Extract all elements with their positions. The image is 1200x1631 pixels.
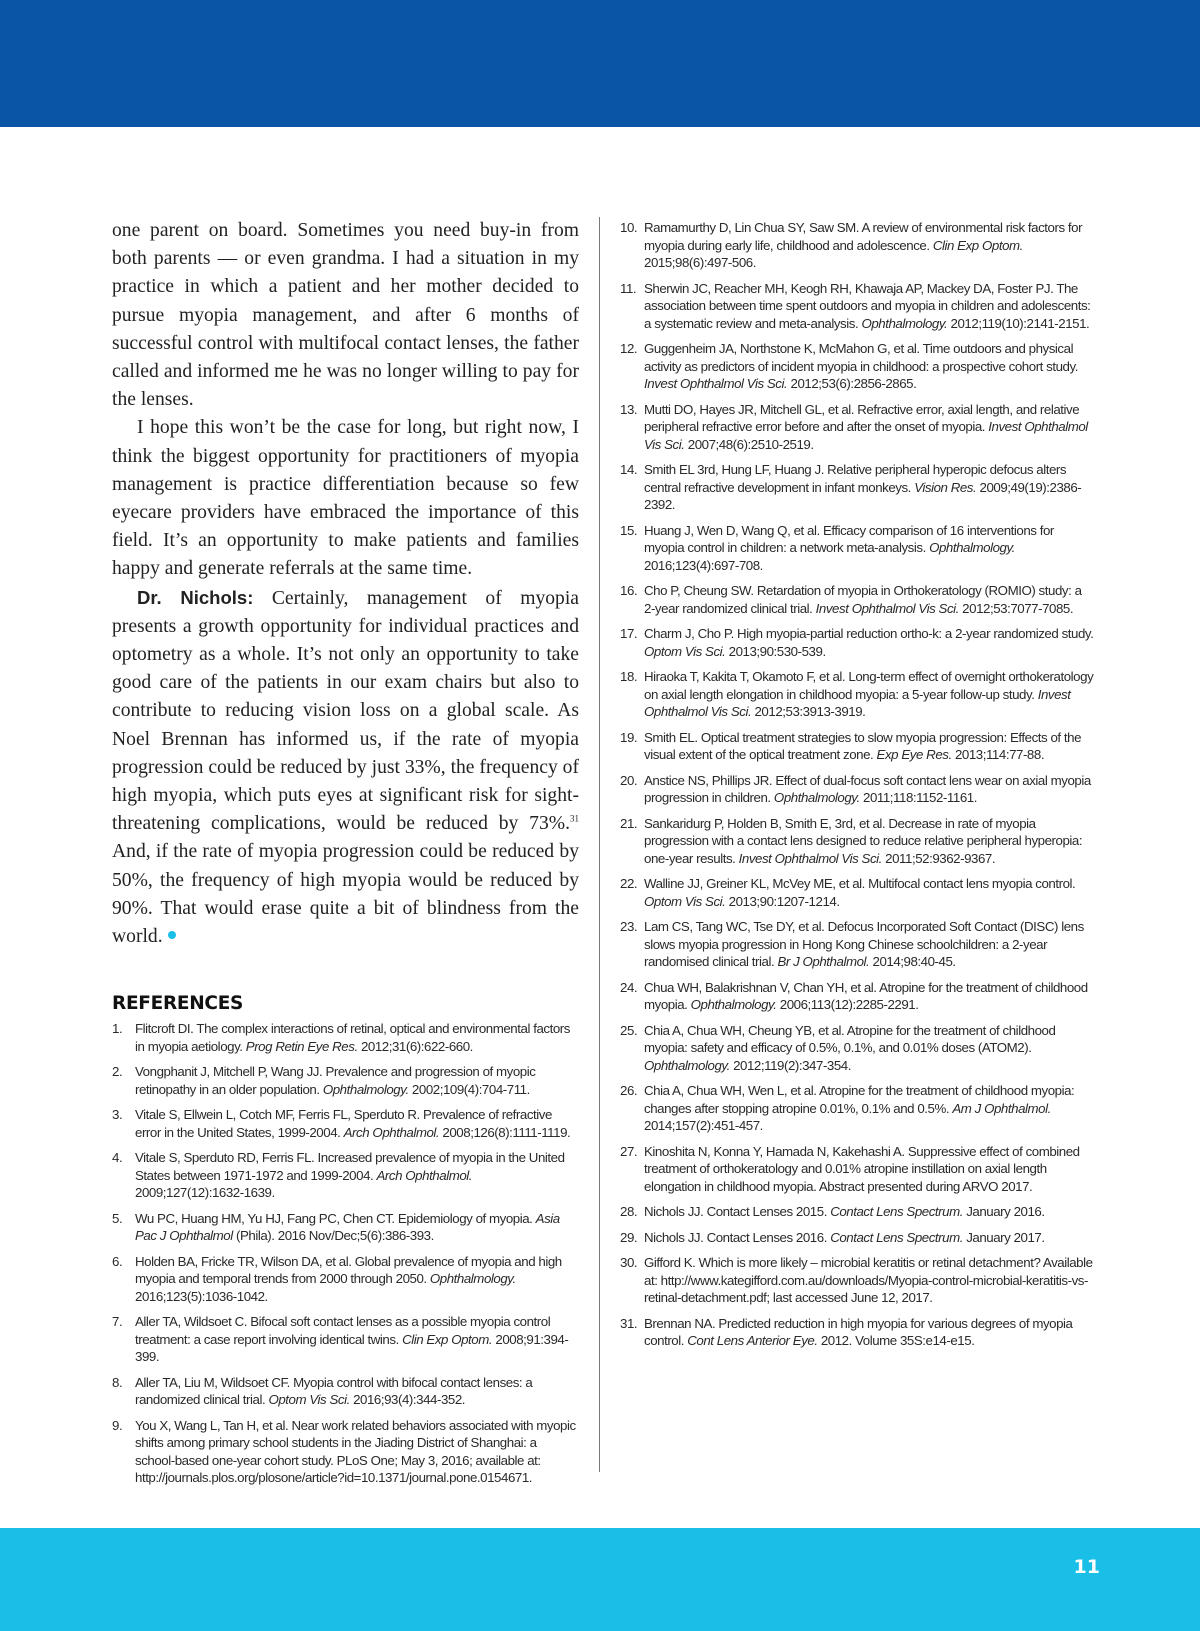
reference-item (112, 1210, 579, 1245)
reference-authors-title: Smith EL. Optical treatment strategies to slow myopia progression: Effects of the visual extent of the optical treatment zone. (644, 729, 1082, 762)
reference-number: 29. (620, 1229, 638, 1245)
reference-text (644, 1255, 1093, 1305)
end-of-article-bullet-icon (168, 931, 176, 939)
references-heading: REFERENCES (112, 993, 244, 1015)
reference-number: 23. (620, 919, 638, 934)
reference-number: 6. (112, 1253, 123, 1269)
reference-journal: Am J Ophthalmol. (952, 1100, 1051, 1116)
column-divider (599, 217, 600, 1472)
reference-journal: Ophthalmology. (773, 790, 860, 805)
reference-citation-details: 2008;126(8):1111-1119. (439, 1124, 571, 1140)
reference-text (644, 402, 1088, 452)
reference-citation-details: 2012;53(6):2856-2865. (787, 376, 917, 391)
reference-text (135, 1314, 568, 1364)
article-paragraph-3 (112, 584, 579, 952)
reference-number: 2. (112, 1064, 123, 1080)
reference-number: 3. (112, 1107, 123, 1123)
reference-text (644, 876, 1075, 909)
reference-journal: Arch Ophthalmol. (376, 1167, 473, 1183)
reference-text (644, 626, 1093, 659)
reference-citation-details: 2006;113(12):2285-2291. (776, 997, 919, 1012)
reference-text (135, 1021, 570, 1054)
reference-number: 1. (112, 1021, 123, 1037)
reference-authors-title: Walline JJ, Greiner KL, McVey ME, et al. Multifocal contact lens myopia control. (644, 876, 1076, 891)
reference-item (112, 1313, 579, 1366)
reference-item (620, 401, 1095, 454)
reference-item (620, 918, 1095, 971)
reference-number: 31. (620, 1315, 638, 1331)
reference-journal: Exp Eye Res. (876, 747, 952, 762)
reference-item (112, 1020, 579, 1055)
reference-citation-details: 2013;114:77-88. (951, 747, 1045, 762)
reference-item (620, 1143, 1095, 1196)
reference-text (644, 220, 1082, 270)
reference-journal: Arch Ophthalmol. (343, 1124, 440, 1140)
reference-authors-title: Vongphanit J, Mitchell P, Wang JJ. Prevalence and progression of myopic retinopathy in an older population. (135, 1064, 536, 1097)
reference-journal: Optom Vis Sci. (644, 643, 726, 659)
reference-text (644, 1316, 1073, 1349)
reference-number: 12. (620, 341, 638, 356)
reference-text (644, 1144, 1080, 1194)
reference-item (620, 461, 1095, 514)
reference-item (620, 1203, 1095, 1221)
reference-authors-title: Kinoshita N, Konna Y, Hamada N, Kakehashi A. Suppressive effect of combined treatment of orthokeratology and 0.01% atropine instillation on axial length elongation in childhood myopia. Abstract presented during ARVO 2017. (644, 1143, 1080, 1194)
references-list-left (112, 1020, 579, 1487)
reference-authors-title: Ramamurthy D, Lin Chua SY, Saw SM. A review of environmental risk factors for myopia during early life, childhood and adolescence. (644, 220, 1083, 253)
reference-item (620, 280, 1095, 333)
reference-journal: Invest Ophthalmol Vis Sci. (644, 376, 788, 391)
reference-authors-title: Aller TA, Liu M, Wildsoet CF. Myopia control with bifocal contact lenses: a randomized clinical trial. (135, 1374, 533, 1408)
reference-number: 28. (620, 1204, 638, 1219)
reference-text (644, 281, 1090, 331)
reference-text (135, 1107, 570, 1140)
reference-number: 15. (620, 522, 638, 538)
reference-item (112, 1149, 579, 1202)
reference-citation-details: 2008;91:394-399. (135, 1331, 569, 1365)
reference-citation-details: 2016;93(4):344-352. (349, 1392, 466, 1408)
reference-citation-details: (Phila). 2016 Nov/Dec;5(6):386-393. (232, 1228, 434, 1244)
paragraph-3-text: Certainly, management of myopia presents a growth opportunity for individual practices and optometry as a whole. It’s not only an opportunity to take good care of the patients in our exam chairs but also to contribute to reducing vision loss on a global scale. As Noel Brennan has informed us, if the rate of myopia progression could be reduced by just 33%, the frequency of high myopia, which puts eyes at significant risk for sight-threatening complications, would be reduced by 73%. (112, 587, 579, 835)
reference-citation-details: 2013;90:530-539. (725, 643, 826, 659)
reference-authors-title: Charm J, Cho P. High myopia-partial reduction ortho-k: a 2-year randomized study. (644, 626, 1094, 641)
reference-number: 18. (620, 669, 638, 684)
reference-item (620, 668, 1095, 721)
reference-authors-title: Nichols JJ. Contact Lenses 2015. (644, 1204, 831, 1219)
reference-authors-title: Chia A, Chua WH, Cheung YB, et al. Atropine for the treatment of childhood myopia: safety and efficacy of 0.5%, 0.1%, and 0.01% doses (ATOM2). (644, 1022, 1056, 1055)
reference-number: 5. (112, 1210, 123, 1226)
reference-item (620, 1315, 1095, 1350)
reference-item (112, 1106, 579, 1141)
reference-citation-details: 2007;48(6):2510-2519. (684, 436, 814, 452)
reference-number: 20. (620, 772, 638, 788)
reference-authors-title: Brennan NA. Predicted reduction in high myopia for various degrees of myopia control. (644, 1315, 1073, 1348)
reference-citation-details: 2016;123(4):697-708. (644, 557, 763, 573)
reference-journal: Contact Lens Spectrum. (830, 1204, 963, 1219)
reference-journal: Clin Exp Optom. (932, 237, 1023, 253)
reference-authors-title: Chia A, Chua WH, Wen L, et al. Atropine for the treatment of childhood myopia: changes after stopping atropine 0.01%, 0.1% and 0.5%. (644, 1083, 1075, 1116)
reference-number: 4. (112, 1150, 123, 1166)
reference-journal: Optom Vis Sci. (268, 1392, 350, 1408)
reference-authors-title: Nichols JJ. Contact Lenses 2016. (644, 1229, 831, 1245)
reference-authors-title: Lam CS, Tang WC, Tse DY, et al. Defocus Incorporated Soft Contact (DISC) lens slows myopia progression in Hong Kong Chinese schoolchildren: a 2-year randomised clinical trial. (644, 919, 1084, 969)
reference-authors-title: Vitale S, Sperduto RD, Ferris FL. Increased prevalence of myopia in the United States between 1971-1972 and 1999-2004. (135, 1150, 565, 1183)
reference-text (644, 462, 1081, 512)
reference-journal: Br J Ophthalmol. (777, 954, 870, 969)
reference-authors-title: Sherwin JC, Reacher MH, Keogh RH, Khawaja AP, Mackey DA, Foster PJ. The association between time spent outdoors and myopia in children and adolescents: a systematic review and meta-analysis. (644, 280, 1091, 331)
reference-item (620, 340, 1095, 393)
page-number: 11 (1073, 1556, 1100, 1578)
reference-journal: Ophthalmology. (861, 315, 948, 331)
reference-item (620, 1022, 1095, 1075)
reference-authors-title: Vitale S, Ellwein L, Cotch MF, Ferris FL, Sperduto R. Prevalence of refractive error in the United States, 1999-2004. (135, 1107, 552, 1140)
reference-citation-details: 2015;98(6):497-506. (644, 255, 756, 270)
reference-journal: Cont Lens Anterior Eye. (687, 1333, 818, 1348)
reference-number: 10. (620, 220, 638, 235)
reference-authors-title: Anstice NS, Phillips JR. Effect of dual-focus soft contact lens wear on axial myopia progression in children. (644, 772, 1091, 805)
reference-journal: Optom Vis Sci. (644, 893, 726, 909)
reference-citation-details: January 2016. (962, 1204, 1045, 1219)
reference-text (644, 773, 1091, 806)
reference-citation-details: 2012;31(6):622-660. (357, 1038, 473, 1054)
reference-journal: Vision Res. (914, 479, 977, 495)
reference-number: 26. (620, 1083, 638, 1098)
reference-number: 14. (620, 462, 638, 477)
reference-number: 30. (620, 1255, 638, 1270)
reference-text (135, 1211, 560, 1244)
reference-item (620, 522, 1095, 575)
reference-authors-title: Chua WH, Balakrishnan V, Chan YH, et al. Atropine for the treatment of childhood myopia. (644, 979, 1088, 1012)
reference-journal: Ophthalmology. (690, 997, 777, 1012)
reference-text (644, 816, 1082, 866)
reference-text (135, 1375, 532, 1408)
reference-citation-details: 2012;119(10):2141-2151. (947, 315, 1090, 331)
reference-citation-details: 2014;98:40-45. (869, 954, 956, 969)
reference-number: 24. (620, 979, 638, 995)
footer-band (0, 1528, 1200, 1631)
reference-citation-details: 2002;109(4):704-711. (408, 1081, 530, 1097)
reference-journal: Asia Pac J Ophthalmol (135, 1210, 560, 1244)
reference-citation-details: 2013;90:1207-1214. (725, 893, 840, 909)
reference-number: 25. (620, 1022, 638, 1038)
reference-item (112, 1063, 579, 1098)
reference-citation-details: 2012;119(2):347-354. (729, 1057, 851, 1073)
reference-number: 8. (112, 1374, 123, 1390)
reference-text (135, 1418, 576, 1486)
reference-citation-details: 2016;123(5):1036-1042. (135, 1288, 268, 1304)
reference-text (644, 730, 1081, 763)
left-column (112, 217, 579, 1495)
reference-citation-details: 2011;52:9362-9367. (881, 850, 996, 866)
reference-text (135, 1150, 565, 1200)
reference-citation-details: 2012;53:7077-7085. (958, 600, 1074, 616)
reference-text (644, 919, 1084, 969)
reference-text (135, 1254, 562, 1304)
reference-journal: Ophthalmology. (929, 540, 1015, 555)
paragraph-3-end: And, if the rate of myopia progression could be reduced by 50%, the frequency of high myopia would be reduced by 90%. That would erase quite a bit of blindness from the world. (112, 841, 579, 948)
reference-authors-title: Holden BA, Fricke TR, Wilson DA, et al. Global prevalence of myopia and high myopia and temporal trends from 2000 through 2050. (135, 1253, 562, 1287)
reference-text (644, 1083, 1074, 1133)
reference-text (644, 1230, 1045, 1245)
reference-citation-details: 2009;127(12):1632-1639. (135, 1185, 275, 1201)
reference-item (620, 772, 1095, 807)
reference-citation-details: 2011;118:1152-1161. (859, 790, 977, 805)
reference-number: 22. (620, 876, 638, 891)
reference-number: 9. (112, 1417, 123, 1433)
reference-item (620, 875, 1095, 910)
reference-number: 21. (620, 815, 638, 831)
reference-item (620, 1254, 1095, 1307)
reference-journal: Ophthalmology. (322, 1081, 409, 1097)
article-paragraph-2: I hope this won’t be the case for long, but right now, I think the biggest opportunity for practitioners of myopia management is practice differentiation because so few eyecare providers have embraced the importance of this field. It’s an opportunity to make patients and families happy and generate referrals at the same time. (112, 417, 579, 580)
reference-text (644, 669, 1093, 719)
reference-journal: Invest Ophthalmol Vis Sci. (644, 686, 1071, 719)
speaker-label: Dr. Nichols: (137, 586, 254, 608)
reference-journal: Clin Exp Optom. (402, 1331, 493, 1347)
reference-text (135, 1064, 535, 1097)
reference-journal: Invest Ophthalmol Vis Sci. (738, 850, 882, 866)
reference-citation-details: January 2017. (962, 1229, 1045, 1245)
reference-item (620, 625, 1095, 660)
reference-citation-details: 2012;53:3913-3919. (751, 704, 866, 719)
right-column (620, 219, 1095, 1358)
reference-authors-title: Hiraoka T, Kakita T, Okamoto F, et al. Long-term effect of overnight orthokeratology on axial length elongation in childhood myopia: a 5-year follow-up study. (644, 669, 1094, 702)
reference-authors-title: You X, Wang L, Tan H, et al. Near work related behaviors associated with myopic shifts among primary school students in the Jiading District of Shanghai: a school-based one-year cohort study. PLoS One; May 3, 2016; available at: http://journals.plos.org/plosone/article?id=10.1371/journal.pone.0154671. (135, 1417, 576, 1486)
reference-authors-title: Aller TA, Wildsoet C. Bifocal soft contact lenses as a possible myopia control treatment: a case report involving identical twins. (135, 1314, 551, 1347)
reference-journal: Invest Ophthalmol Vis Sci. (644, 419, 1088, 452)
reference-item (620, 729, 1095, 764)
references-list-right (620, 219, 1095, 1350)
reference-text (644, 583, 1082, 616)
reference-journal: Prog Retin Eye Res. (245, 1038, 358, 1054)
reference-item (620, 1229, 1095, 1247)
reference-authors-title: Huang J, Wen D, Wang Q, et al. Efficacy comparison of 16 interventions for myopia control in children: a network meta-analysis. (644, 522, 1054, 555)
reference-journal: Contact Lens Spectrum. (830, 1229, 963, 1245)
reference-text (644, 1023, 1055, 1073)
reference-number: 19. (620, 729, 638, 745)
reference-number: 11. (620, 280, 637, 296)
reference-number: 27. (620, 1143, 638, 1159)
reference-text (644, 980, 1088, 1013)
reference-item (112, 1417, 579, 1487)
reference-text (644, 341, 1078, 391)
reference-number: 16. (620, 583, 638, 598)
header-band (0, 0, 1200, 127)
reference-authors-title: Sankaridurg P, Holden B, Smith E, 3rd, et al. Decrease in rate of myopia progression with a contact lens designed to reduce relative peripheral hyperopia: one-year results. (644, 815, 1083, 866)
reference-item (620, 979, 1095, 1014)
reference-journal: Invest Ophthalmol Vis Sci. (815, 600, 959, 616)
reference-text (644, 523, 1054, 573)
reference-text (644, 1204, 1045, 1219)
citation-superscript: 31 (570, 813, 579, 824)
reference-authors-title: Flitcroft DI. The complex interactions of retinal, optical and environmental factors in myopia aetiology. (135, 1021, 570, 1054)
reference-item (620, 815, 1095, 868)
reference-number: 13. (620, 401, 638, 417)
reference-authors-title: Mutti DO, Hayes JR, Mitchell GL, et al. Refractive error, axial length, and relative peripheral refractive error before and after the onset of myopia. (644, 401, 1080, 434)
reference-citation-details: 2012. Volume 35S:e14-e15. (817, 1333, 975, 1348)
reference-journal: Ophthalmology. (429, 1271, 516, 1287)
reference-citation-details: 2009;49(19):2386-2392. (644, 479, 1082, 512)
reference-number: 17. (620, 626, 638, 641)
reference-item (620, 219, 1095, 272)
reference-item (620, 1082, 1095, 1135)
reference-citation-details: 2014;157(2):451-457. (644, 1118, 763, 1133)
reference-number: 7. (112, 1314, 123, 1330)
reference-item (112, 1253, 579, 1306)
reference-authors-title: Smith EL 3rd, Hung LF, Huang J. Relative peripheral hyperopic defocus alters central refractive development in infant monkeys. (644, 462, 1067, 495)
reference-authors-title: Wu PC, Huang HM, Yu HJ, Fang PC, Chen CT. Epidemiology of myopia. (135, 1210, 536, 1226)
reference-authors-title: Guggenheim JA, Northstone K, McMahon G, et al. Time outdoors and physical activity as predictors of incident myopia in childhood: a prospective cohort study. (644, 341, 1078, 374)
reference-authors-title: Cho P, Cheung SW. Retardation of myopia in Orthokeratology (ROMIO) study: a 2-year randomized clinical trial. (644, 583, 1082, 616)
reference-item (112, 1374, 579, 1409)
reference-journal: Ophthalmology. (644, 1057, 730, 1073)
reference-item (620, 582, 1095, 617)
reference-authors-title: Gifford K. Which is more likely – microbial keratitis or retinal detachment? Available at: http://www.kategifford.com.au/downloads/Myopia-control-microbial-keratitis-vs-retinal-detachment.pdf; last accessed June 12, 2017. (644, 1255, 1093, 1305)
article-paragraph-1: one parent on board. Sometimes you need buy-in from both parents — or even grandma. I had a situation in my practice in which a patient and her mother decided to pursue myopia management, and after 6 months of successful control with multifocal contact lenses, the father called and informed me he was no longer willing to pay for the lenses. (112, 220, 579, 411)
